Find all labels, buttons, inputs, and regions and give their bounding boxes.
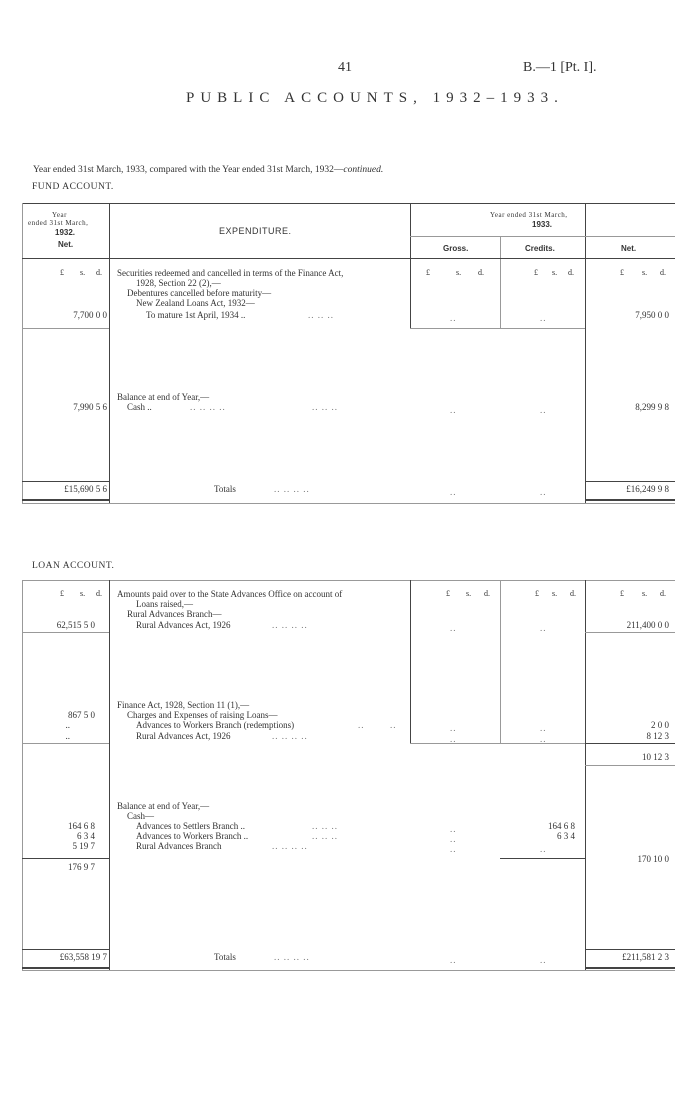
workers-redemptions-line: Advances to Workers Branch (redemptions) — [136, 720, 295, 730]
shillings-symbol: s. — [642, 589, 648, 598]
intro-text: Year ended 31st March, 1933, compared with the Year ended 31st March, 1932—continued. — [33, 165, 384, 175]
rural-advances-net-value: 211,400 0 0 — [626, 620, 669, 630]
leader-dots: .. — [450, 834, 457, 844]
shillings-symbol: s. — [642, 268, 648, 277]
cash-line: Cash .. — [127, 402, 152, 412]
gross-head: Gross. — [443, 244, 469, 253]
debentures-line: Debentures cancelled before maturity— — [127, 288, 272, 298]
loan-account-label: LOAN ACCOUNT. — [32, 561, 115, 571]
settlers-branch-1932-value: 164 6 8 — [68, 821, 95, 831]
page-title: PUBLIC ACCOUNTS, 1932–1933. — [186, 90, 564, 106]
pound-symbol: £ — [534, 268, 538, 277]
charges-1932-value: 867 5 0 — [68, 710, 95, 720]
settlers-branch-line: Advances to Settlers Branch .. — [136, 821, 245, 831]
nz-loans-line: New Zealand Loans Act, 1932— — [136, 298, 255, 308]
col-1932-head-l3: 1932. — [55, 228, 76, 237]
leader-dots: .. — [540, 623, 547, 633]
charges-subtotal-value: 10 12 3 — [642, 752, 669, 762]
col-1932-net-head: Net. — [58, 240, 74, 249]
rural-branch-line: Rural Advances Branch — [136, 841, 222, 851]
leader-dots: .. — [540, 313, 547, 323]
leader-dots: .. .. .. — [312, 402, 338, 412]
shillings-symbol: s. — [552, 589, 558, 598]
leader-dots: .. — [450, 734, 457, 744]
leader-dots: .. — [450, 623, 457, 633]
pence-symbol: d. — [484, 589, 490, 598]
loan-totals-1932-value: £63,558 19 7 — [59, 952, 107, 962]
workers-branch-line: Advances to Workers Branch .. — [136, 831, 249, 841]
leader-dots: .. — [540, 734, 547, 744]
leader-dots: .. — [540, 487, 547, 497]
leader-dots: .. .. .. — [312, 831, 338, 841]
loan-cash-1932-total: 176 9 7 — [68, 862, 95, 872]
leader-dots: .. — [450, 313, 457, 323]
col-1932-head-l2: ended 31st March, — [28, 219, 89, 227]
leader-dots: .. .. .. .. — [190, 402, 226, 412]
mature-line: To mature 1st April, 1934 .. — [146, 310, 246, 320]
fund-account-label: FUND ACCOUNT. — [32, 182, 114, 192]
leader-dots: .. — [450, 405, 457, 415]
pound-symbol: £ — [426, 268, 430, 277]
leader-dots: .. — [540, 405, 547, 415]
amounts-line-2: Loans raised,— — [136, 599, 193, 609]
balance-line: Balance at end of Year,— — [117, 392, 210, 402]
pound-symbol: £ — [60, 589, 64, 598]
shillings-symbol: s. — [466, 589, 472, 598]
leader-dots: .. .. .. — [308, 310, 334, 320]
pence-symbol: d. — [570, 589, 576, 598]
loan-balance-line: Balance at end of Year,— — [117, 801, 210, 811]
pence-symbol: d. — [568, 268, 574, 277]
securities-line-2: 1928, Section 22 (2),— — [136, 278, 221, 288]
leader-dots: .. — [450, 487, 457, 497]
rural-branch-credits-value: .. — [540, 844, 547, 854]
mature-1932-value: 7,700 0 0 — [73, 310, 107, 320]
totals-1932-value: £15,690 5 6 — [64, 484, 107, 494]
pence-symbol: d. — [660, 589, 666, 598]
col-1932-head-l1: Year — [52, 211, 67, 219]
amounts-line-1: Amounts paid over to the State Advances Office on account of — [117, 589, 343, 599]
rural-advances-act-charges-1932-value: .. — [65, 731, 70, 741]
leader-dots: .. — [450, 824, 457, 834]
loan-totals-label: Totals — [214, 952, 236, 962]
leader-dots: .. .. .. .. — [272, 841, 308, 851]
loan-cash-line: Cash— — [127, 811, 154, 821]
finance-act-line: Finance Act, 1928, Section 11 (1),— — [117, 700, 250, 710]
leader-dots: .. — [450, 723, 457, 733]
mature-net-value: 7,950 0 0 — [635, 310, 669, 320]
page-number: 41 — [338, 60, 352, 75]
leader-dots: .. — [540, 723, 547, 733]
rural-advances-1932-value: 62,515 5 0 — [56, 620, 95, 630]
pence-symbol: d. — [96, 268, 102, 277]
leader-dots: .. .. .. .. — [274, 484, 310, 494]
workers-redemptions-net-value: 2 0 0 — [651, 720, 669, 730]
securities-line-1: Securities redeemed and cancelled in terms of the Finance Act, — [117, 268, 344, 278]
charges-line: Charges and Expenses of raising Loans— — [127, 710, 278, 720]
col-1933-head-l1: Year ended 31st March, — [490, 211, 568, 219]
shillings-symbol: s. — [456, 268, 462, 277]
cash-net-value: 8,299 9 8 — [635, 402, 669, 412]
leader-dots: .. .. .. — [312, 821, 338, 831]
workers-branch-credits-value: 6 3 4 — [557, 831, 575, 841]
expenditure-head: EXPENDITURE. — [219, 226, 292, 236]
leader-dots: .. .. .. .. — [272, 620, 308, 630]
totals-net-value: £16,249 9 8 — [626, 484, 669, 494]
rural-advances-act-charges-line: Rural Advances Act, 1926 — [136, 731, 231, 741]
pence-symbol: d. — [660, 268, 666, 277]
leader-dots: .. — [390, 720, 397, 730]
pound-symbol: £ — [60, 268, 64, 277]
workers-redemptions-1932-value: .. — [65, 720, 70, 730]
rural-advances-branch-line: Rural Advances Branch— — [127, 609, 222, 619]
pound-symbol: £ — [620, 589, 624, 598]
rural-branch-1932-value: 5 19 7 — [72, 841, 95, 851]
credits-head: Credits. — [525, 244, 555, 253]
pound-symbol: £ — [535, 589, 539, 598]
loan-totals-net-value: £211,581 2 3 — [622, 952, 669, 962]
leader-dots: .. — [450, 844, 457, 854]
leader-dots: .. — [450, 955, 457, 965]
leader-dots: .. .. .. .. — [272, 731, 308, 741]
workers-branch-1932-value: 6 3 4 — [77, 831, 95, 841]
pence-symbol: d. — [478, 268, 484, 277]
shillings-symbol: s. — [552, 268, 558, 277]
shillings-symbol: s. — [80, 268, 86, 277]
pound-symbol: £ — [620, 268, 624, 277]
col-1933-head-l2: 1933. — [532, 220, 553, 229]
leader-dots: .. — [358, 720, 365, 730]
pound-symbol: £ — [446, 589, 450, 598]
totals-label: Totals — [214, 484, 236, 494]
leader-dots: .. .. .. .. — [274, 952, 310, 962]
shillings-symbol: s. — [80, 589, 86, 598]
loan-cash-net-value: 170 10 0 — [637, 854, 669, 864]
rural-advances-act-line: Rural Advances Act, 1926 — [136, 620, 231, 630]
document-reference: B.—1 [Pt. I]. — [523, 60, 597, 75]
pence-symbol: d. — [96, 589, 102, 598]
leader-dots: .. — [540, 955, 547, 965]
net-head: Net. — [621, 244, 637, 253]
settlers-branch-credits-value: 164 6 8 — [548, 821, 575, 831]
cash-1932-value: 7,990 5 6 — [73, 402, 107, 412]
rural-advances-act-charges-net-value: 8 12 3 — [646, 731, 669, 741]
